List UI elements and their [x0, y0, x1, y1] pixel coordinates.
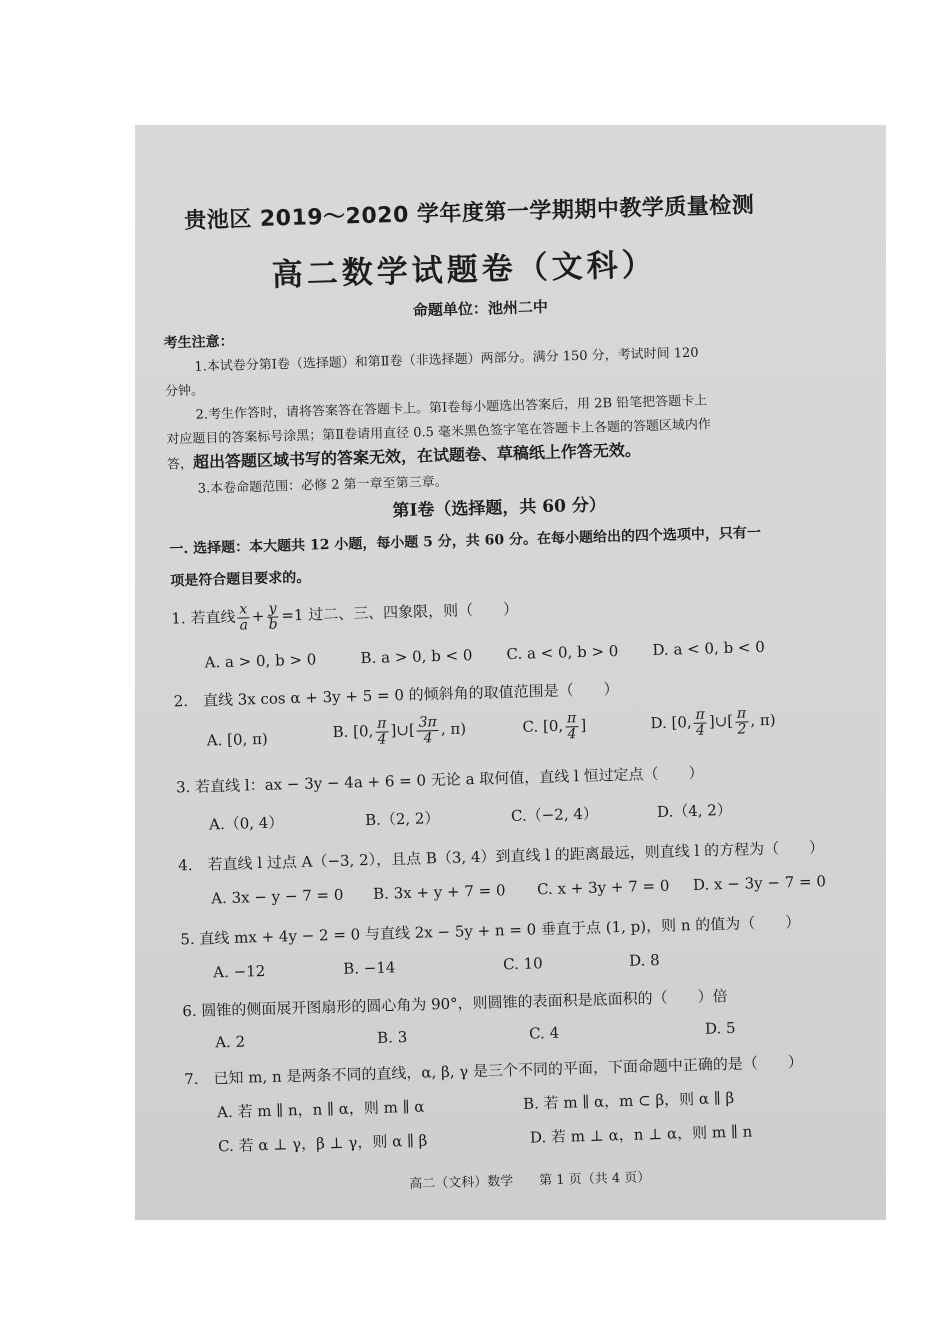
- q3-option-c: C.（−2, 4）: [510, 804, 599, 826]
- question-7-stem: 7. 已知 m, n 是两条不同的直线，α, β, γ 是三个不同的平面，下面命题中正确的是（ ）: [183, 1052, 804, 1089]
- q1-fraction-y-over-b: [266, 601, 280, 632]
- q2-c-frac: [565, 711, 579, 742]
- question-6-stem: 6. 圆锥的侧面展开图扇形的圆心角为 90°，则圆锥的表面积是底面积的（ ）倍: [182, 987, 728, 1021]
- q1-option-c: C. a < 0, b > 0: [506, 641, 619, 664]
- q6-option-c: C. 4: [528, 1023, 560, 1043]
- q7-option-c: C. 若 α ⊥ γ，β ⊥ γ，则 α ∥ β: [217, 1131, 428, 1156]
- notice-line-3: 3.本卷命题范围：必修 2 第一章至第三章。: [197, 474, 448, 497]
- q3-option-b: B.（2, 2）: [364, 809, 440, 830]
- q2-option-b: [332, 714, 466, 748]
- q4-option-d: D. x − 3y − 7 = 0: [692, 872, 827, 894]
- q2-c-frac-num: π: [565, 711, 579, 727]
- q2-d-frac2-den: 2: [737, 721, 747, 738]
- question-3-stem: 3. 若直线 l：ax − 3y − 4a + 6 = 0 无论 a 取何值，直线 l 恒过定点（ ）: [175, 763, 704, 797]
- exam-title-line2: 高二数学试题卷（文科）: [271, 246, 658, 294]
- q5-option-d: D. 8: [628, 950, 660, 970]
- q7-option-a: A. 若 m ∥ n，n ∥ α，则 m ∥ α: [216, 1097, 425, 1122]
- section-desc-line1: 一. 选择题：本大题共 12 小题，每小题 5 分，共 60 分。在每小题给出的四个选项中，只有一: [169, 524, 762, 558]
- section-desc-line2: 项是符合题目要求的。: [170, 569, 311, 590]
- q1-option-b: B. a > 0, b < 0: [360, 646, 473, 668]
- q5-option-c: C. 10: [502, 954, 543, 974]
- question-2-stem: 2. 直线 3x cos α + 3y + 5 = 0 的倾斜角的取值范围是（ ）: [173, 679, 619, 711]
- q1-suffix: =1 过二、三、四象限，则（ ）: [281, 599, 519, 625]
- q4-option-b: B. 3x + y + 7 = 0: [372, 881, 506, 903]
- notice-line-1a: 1.本试卷分第Ⅰ卷（选择题）和第Ⅱ卷（非选择题）两部分。满分 150 分，考试时间 120: [194, 345, 699, 375]
- q2-d-frac2: [735, 706, 749, 737]
- page-footer: 高二（文科）数学 第 1 页（共 4 页）: [409, 1170, 651, 1193]
- q5-option-b: B. −14: [342, 958, 396, 978]
- q2-c-prefix: C. [0,: [522, 716, 564, 736]
- q4-option-c: C. x + 3y + 7 = 0: [536, 876, 670, 899]
- q1-frac1-den: a: [239, 617, 249, 634]
- q2-d-frac1-den: 4: [695, 722, 706, 739]
- q1-frac1-num: x: [237, 602, 249, 618]
- q2-option-a: A. [0, π): [206, 729, 269, 750]
- q2-c-suffix: ]: [580, 716, 587, 735]
- q2-b-frac1-den: 4: [377, 731, 387, 748]
- q2-option-c: [522, 711, 587, 743]
- notice-line-2a: 2.考生作答时，请将答案答在答题卡上。第Ⅰ卷每小题选出答案后，用 2B 铅笔把答题卡上: [195, 393, 708, 423]
- q2-d-frac1: [693, 708, 707, 739]
- document-photo: [135, 125, 886, 1220]
- notice-line-2c-emphasis: 超出答题区域书写的答案无效，在试题卷、草稿纸上作答无效。: [192, 440, 642, 472]
- question-4-stem: 4. 若直线 l 过点 A（−3, 2），且点 B（3, 4）到直线 l 的距离最远，则直线 l 的方程为（ ）: [178, 838, 825, 875]
- q2-b-union: ]∪[: [390, 720, 416, 740]
- notice-line-1b: 分钟。: [164, 383, 205, 400]
- q1-fraction-x-over-a: [237, 602, 250, 633]
- q2-b-frac2-num: 3π: [416, 715, 439, 731]
- q2-b-suffix: , π): [440, 719, 467, 739]
- q1-plus: +: [251, 607, 265, 626]
- q1-option-d: D. a < 0, b < 0: [652, 637, 766, 660]
- q2-option-d: [650, 706, 776, 740]
- q6-option-d: D. 5: [704, 1018, 736, 1038]
- q7-option-b: B. 若 m ∥ α，m ⊂ β，则 α ∥ β: [522, 1088, 735, 1113]
- q1-prefix: 1. 若直线: [171, 607, 236, 628]
- q4-option-a: A. 3x − y − 7 = 0: [210, 885, 344, 908]
- q2-b-frac2: [416, 715, 439, 746]
- q2-b-prefix: B. [0,: [332, 722, 374, 742]
- q6-option-a: A. 2: [214, 1032, 246, 1052]
- q2-d-suffix: , π): [750, 710, 776, 730]
- exam-title-line1: 贵池区 2019～2020 学年度第一学期期中教学质量检测: [183, 193, 755, 234]
- q2-d-frac2-num: π: [735, 706, 749, 722]
- q2-b-frac1-num: π: [375, 716, 389, 732]
- notice-heading: 考生注意：: [163, 333, 234, 352]
- q2-b-frac1: [375, 716, 389, 747]
- question-1-stem: [171, 595, 519, 635]
- section-title: 第Ⅰ卷（选择题，共 60 分）: [392, 495, 607, 522]
- question-5-stem: 5. 直线 mx + 4y − 2 = 0 与直线 2x − 5y + n = 0 垂直于点 (1, p)，则 n 的值为（ ）: [180, 913, 801, 949]
- q3-option-d: D.（4, 2）: [656, 800, 733, 821]
- q1-frac2-den: b: [268, 616, 278, 633]
- q2-d-frac1-num: π: [693, 708, 707, 724]
- q3-option-a: A.（0, 4）: [208, 813, 284, 834]
- notice-line-2b: 对应题目的答案标号涂黑；第Ⅱ卷请用直径 0.5 毫米黑色签字笔在答题卡上各题的答题区域内作: [166, 417, 712, 448]
- q1-frac2-num: y: [266, 601, 278, 617]
- q1-option-a: A. a > 0, b > 0: [204, 650, 317, 672]
- q2-d-union: ]∪[: [708, 711, 734, 731]
- notice-line-2c-prefix: 答，: [166, 456, 194, 473]
- q5-option-a: A. −12: [213, 961, 266, 982]
- q7-option-d: D. 若 m ⊥ α，n ⊥ α，则 m ∥ n: [529, 1122, 753, 1147]
- q6-option-b: B. 3: [376, 1028, 408, 1047]
- q2-d-prefix: D. [0,: [650, 713, 692, 733]
- q2-c-frac-den: 4: [567, 725, 577, 743]
- q2-b-frac2-den: 4: [423, 729, 433, 747]
- exam-page: [135, 125, 886, 1220]
- author-unit: 命题单位：池州二中: [412, 297, 549, 320]
